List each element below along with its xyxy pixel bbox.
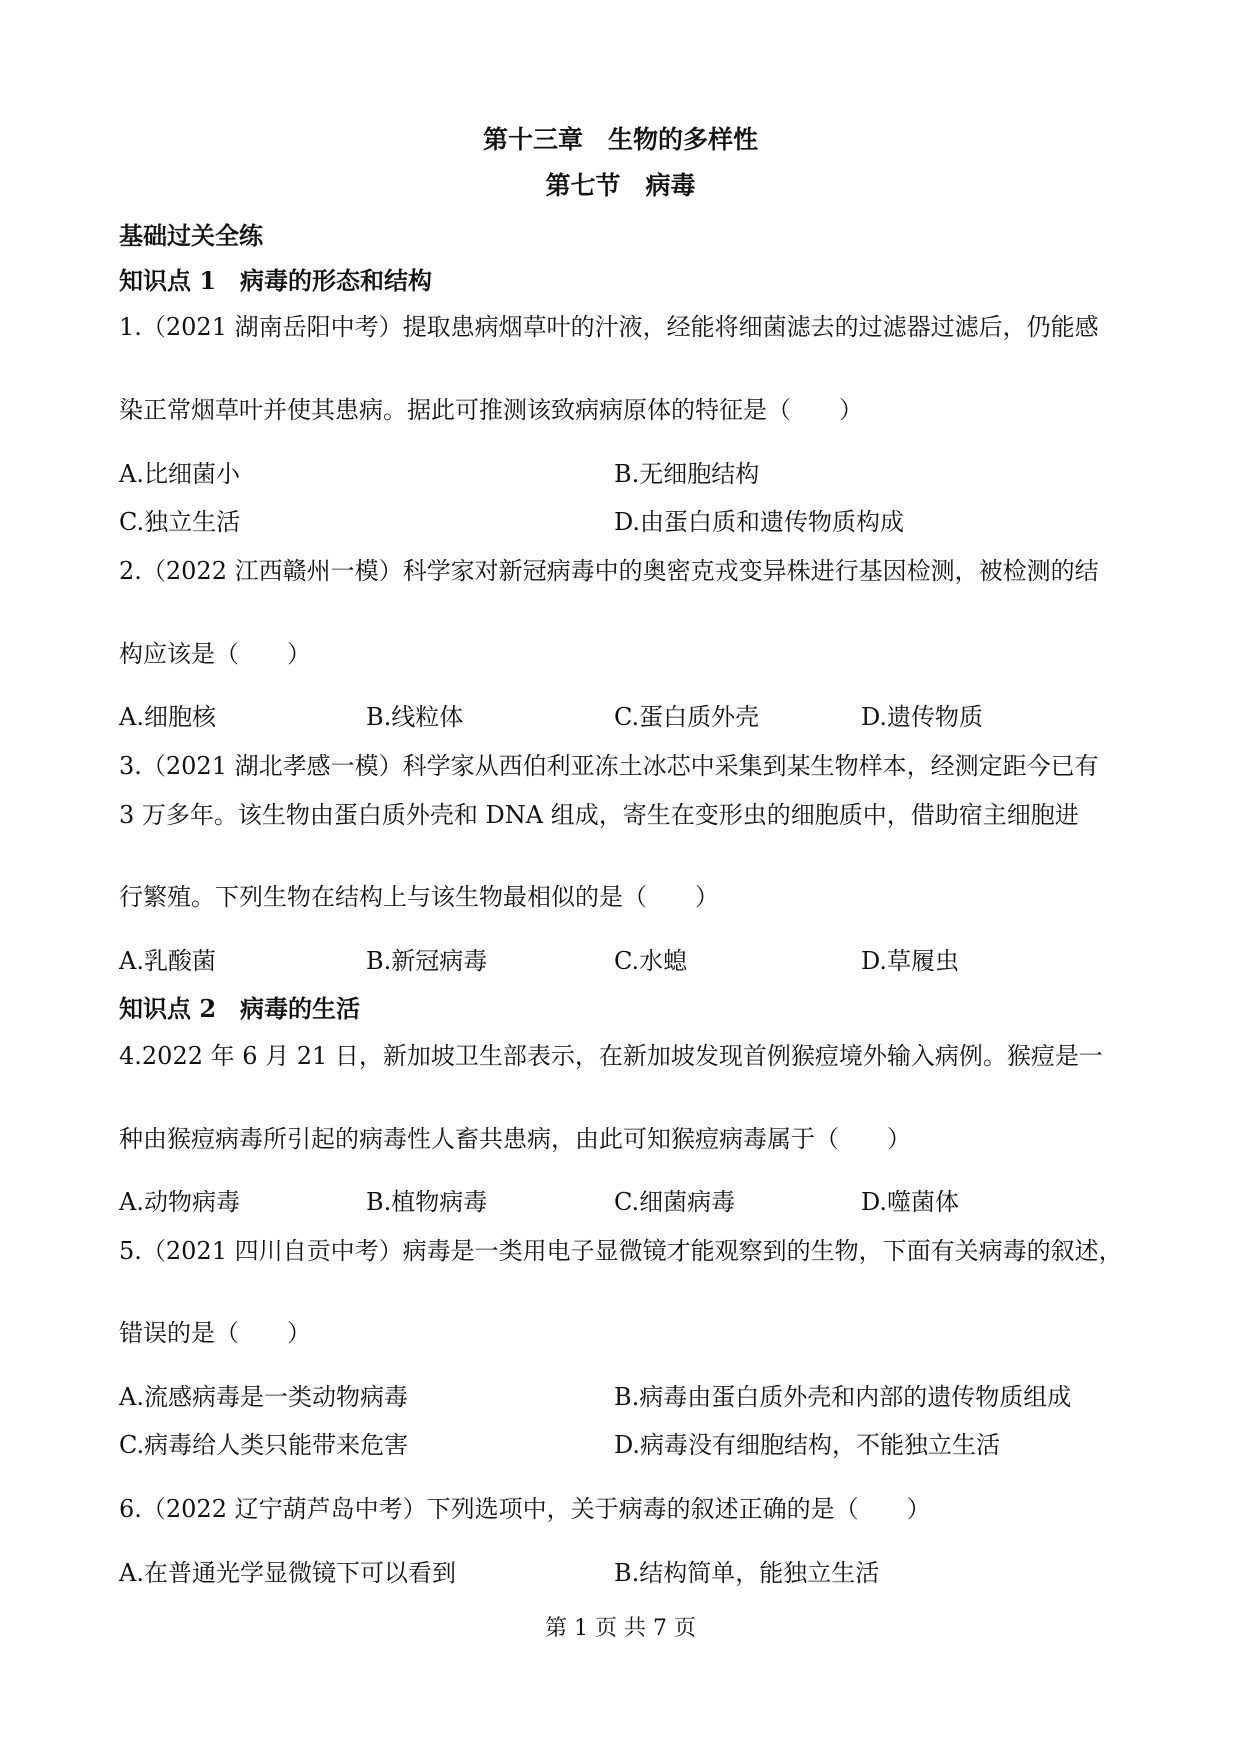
knowledge-point-1: 知识点 1 病毒的形态和结构 (119, 266, 433, 295)
q4-option-a: A.动物病毒 (119, 1188, 240, 1216)
q5-option-d: D.病毒没有细胞结构，不能独立生活 (614, 1431, 1001, 1459)
q1-option-a: A.比细菌小 (119, 460, 240, 488)
q2-line-2: 构应该是（ ） (119, 640, 311, 668)
knowledge-point-2: 知识点 2 病毒的生活 (119, 994, 361, 1023)
q4-line-2: 种由猴痘病毒所引起的病毒性人畜共患病，由此可知猴痘病毒属于（ ） (119, 1125, 911, 1153)
q1-option-d: D.由蛋白质和遗传物质构成 (614, 508, 905, 536)
q3-option-a: A.乳酸菌 (119, 947, 216, 975)
q3-line-2: 3 万多年。该生物由蛋白质外壳和 DNA 组成，寄生在变形虫的细胞质中，借助宿主细胞进 (119, 801, 1079, 829)
q6-line-1: 6.（2022 辽宁葫芦岛中考）下列选项中，关于病毒的叙述正确的是（ ） (119, 1495, 931, 1523)
q5-line-1: 5.（2021 四川自贡中考）病毒是一类用电子显微镜才能观察到的生物，下面有关病毒的叙述， (119, 1237, 1123, 1265)
section-title: 第七节 病毒 (545, 171, 696, 200)
q5-option-b: B.病毒由蛋白质外壳和内部的遗传物质组成 (614, 1383, 1072, 1411)
q1-line-2: 染正常烟草叶并使其患病。据此可推测该致病病原体的特征是（ ） (119, 396, 863, 424)
q4-option-d: D.噬菌体 (861, 1188, 960, 1216)
q3-option-d: D.草履虫 (861, 947, 960, 975)
page-title: 第十三章 生物的多样性 (482, 125, 758, 154)
q1-option-c: C.独立生活 (119, 508, 241, 536)
q2-option-b: B.线粒体 (366, 703, 464, 731)
q3-option-b: B.新冠病毒 (366, 947, 488, 975)
q1-line-1: 1.（2021 湖南岳阳中考）提取患病烟草叶的汁液，经能将细菌滤去的过滤器过滤后，仍能感 (119, 313, 1099, 341)
q2-option-d: D.遗传物质 (861, 703, 984, 731)
q2-option-a: A.细胞核 (119, 703, 216, 731)
q5-option-a: A.流感病毒是一类动物病毒 (119, 1383, 408, 1411)
q6-option-b: B.结构简单，能独立生活 (614, 1559, 880, 1587)
q2-option-c: C.蛋白质外壳 (614, 703, 760, 731)
exercise-heading: 基础过关全练 (119, 221, 263, 250)
q4-option-c: C.细菌病毒 (614, 1188, 736, 1216)
q4-line-1: 4.2022 年 6 月 21 日，新加坡卫生部表示，在新加坡发现首例猴痘境外输入病例。猴痘是一 (119, 1042, 1103, 1070)
q6-option-a: A.在普通光学显微镜下可以看到 (119, 1559, 456, 1587)
q2-line-1: 2.（2022 江西赣州一模）科学家对新冠病毒中的奥密克戎变异株进行基因检测，被检测的结 (119, 557, 1099, 585)
q4-option-b: B.植物病毒 (366, 1188, 488, 1216)
q3-option-c: C.水螅 (614, 947, 688, 975)
q5-line-2: 错误的是（ ） (119, 1319, 311, 1347)
q3-line-1: 3.（2021 湖北孝感一模）科学家从西伯利亚冻土冰芯中采集到某生物样本，经测定距今已有 (119, 752, 1099, 780)
q5-option-c: C.病毒给人类只能带来危害 (119, 1431, 409, 1459)
page-footer: 第 1 页 共 7 页 (545, 1616, 696, 1641)
q3-line-3: 行繁殖。下列生物在结构上与该生物最相似的是（ ） (119, 883, 719, 911)
q1-option-b: B.无细胞结构 (614, 460, 760, 488)
